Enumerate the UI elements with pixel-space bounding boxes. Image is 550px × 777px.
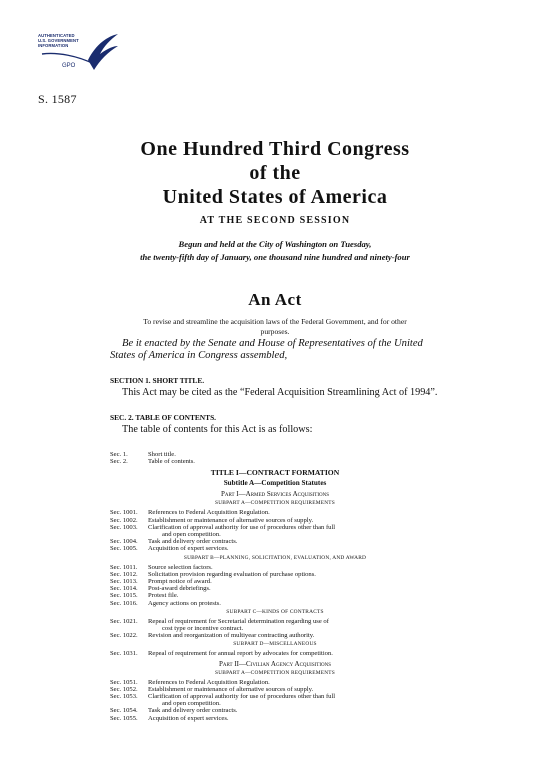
toc-row [110, 578, 440, 585]
session-heading: AT THE SECOND SESSION [199, 215, 351, 226]
toc-text: Prompt notice of award. [148, 578, 212, 586]
toc-sec: Sec. 1016. [110, 599, 138, 607]
toc-sec: Sec. 1053. [110, 693, 138, 701]
toc-text-line: Clarification of approval authority for use of procedures other than full [148, 693, 336, 701]
toc-row [110, 686, 440, 693]
toc-sec: Sec. 2. [110, 458, 128, 466]
toc-text-cont: and open competition. [162, 700, 221, 708]
toc-row [110, 693, 440, 707]
toc-subpart: SUBPART A—COMPETITION REQUIREMENTS [215, 500, 335, 507]
enacting-clause: Be it enacted by the Senate and House of Representatives of the United States of America in Congress assembled, [110, 338, 423, 361]
toc-sec: Sec. 1002. [110, 516, 138, 524]
toc-text-cont: cost type or incentive contract. [162, 625, 244, 633]
toc-text: Repeal of requirement for annual report by advocates for competition. [148, 650, 333, 658]
toc-text: References to Federal Acquisition Regulation. [148, 678, 270, 686]
toc-text: Establishment or maintenance of alternative sources of supply. [148, 516, 314, 524]
seal-gpo: GPO [62, 63, 76, 69]
toc-text: Task and delivery order contracts. [148, 538, 238, 546]
toc-sec: Sec. 1. [110, 451, 128, 458]
table-of-contents [110, 451, 440, 722]
begun-line-1: Begun and held at the City of Washington on Tuesday, [178, 239, 372, 249]
toc-row [110, 585, 440, 592]
toc-row [110, 545, 440, 552]
toc-sec: Sec. 1001. [110, 509, 138, 517]
seal-line: U.S. GOVERNMENT [38, 38, 79, 43]
toc-sec: Sec. 1004. [110, 538, 138, 546]
toc-text: Solicitation provision regarding evaluation of purchase options. [148, 570, 316, 578]
toc-row [110, 509, 440, 516]
toc-row [110, 650, 440, 657]
section-2-heading: SEC. 2. TABLE OF CONTENTS. [110, 413, 217, 422]
toc-text: Table of contents. [148, 458, 195, 466]
act-heading: An Act [248, 290, 302, 309]
toc-sec: Sec. 1005. [110, 545, 138, 553]
toc-text: Revision and reorganization of multiyear contracting authority. [148, 632, 315, 640]
toc-sec: Sec. 1051. [110, 678, 138, 686]
toc-subpart: SUBPART A—COMPETITION REQUIREMENTS [215, 669, 335, 676]
toc-text [148, 524, 440, 538]
toc-sec: Sec. 1003. [110, 523, 138, 531]
section-1-text: This Act may be cited as the “Federal Acquisition Streamlining Act of 1994”. [122, 387, 438, 398]
toc-row [110, 715, 440, 722]
seal-line: AUTHENTICATED [38, 33, 75, 38]
congress-line-3: United States of America [162, 186, 388, 208]
toc-sec: Sec. 1011. [110, 563, 138, 571]
act-purpose: To revise and streamline the acquisition laws of the Federal Government, and for other purposes. [143, 317, 407, 336]
toc-text: Acquisition of expert services. [148, 714, 229, 722]
toc-part: Part I—Armed Services Acquisitions [220, 490, 330, 499]
toc-sec: Sec. 1021. [110, 617, 138, 625]
toc-title: TITLE I—CONTRACT FORMATION [210, 468, 340, 478]
toc-text [148, 693, 440, 707]
toc-sec: Sec. 1055. [110, 714, 138, 722]
toc-text: Short title. [148, 451, 176, 458]
toc-text: References to Federal Acquisition Regulation. [148, 509, 270, 517]
section-1-heading: SECTION 1. SHORT TITLE. [110, 376, 205, 385]
toc-subpart: SUBPART B—PLANNING, SOLICITATION, EVALUATION, AND AWARD [183, 554, 367, 561]
toc-sec: Sec. 1013. [110, 578, 138, 586]
toc-subtitle: Subtitle A—Competition Statutes [223, 479, 327, 488]
toc-row [110, 707, 440, 714]
congress-line-2: of the [249, 162, 301, 184]
toc-text: Source selection factors. [148, 563, 213, 571]
toc-text: Acquisition of expert services. [148, 545, 229, 553]
begun-line-2: the twenty-fifth day of January, one thousand nine hundred and ninety-four [140, 252, 410, 262]
toc-text: Agency actions on protests. [148, 599, 221, 607]
seal-line: INFORMATION [38, 43, 69, 48]
toc-sec: Sec. 1012. [110, 570, 138, 578]
toc-sec: Sec. 1052. [110, 685, 138, 693]
toc-text: Task and delivery order contracts. [148, 707, 238, 715]
toc-text [148, 618, 440, 632]
section-2-text: The table of contents for this Act is as follows: [122, 424, 313, 435]
toc-text: Protest file. [148, 592, 179, 600]
toc-sec: Sec. 1031. [110, 650, 138, 658]
toc-text-cont: and open competition. [162, 531, 221, 539]
toc-text: Post-award debriefings. [148, 585, 211, 593]
toc-row [110, 632, 440, 639]
toc-row [110, 538, 440, 545]
toc-subpart: SUBPART C—KINDS OF CONTRACTS [226, 608, 324, 615]
toc-sec: Sec. 1054. [110, 707, 138, 715]
toc-part: Part II—Civilian Agency Acquisitions [218, 659, 331, 668]
begun-statement [0, 238, 550, 264]
toc-row [110, 618, 440, 632]
toc-row [110, 458, 440, 465]
toc-row [110, 517, 440, 524]
toc-row [110, 451, 440, 458]
toc-text: Establishment or maintenance of alternative sources of supply. [148, 685, 314, 693]
toc-sec: Sec. 1022. [110, 632, 138, 640]
seal-text [38, 33, 94, 48]
congress-line-1: One Hundred Third Congress [140, 138, 410, 160]
toc-row [110, 600, 440, 607]
toc-row [110, 564, 440, 571]
toc-row [110, 571, 440, 578]
toc-sec: Sec. 1015. [110, 592, 138, 600]
toc-sec: Sec. 1014. [110, 585, 138, 593]
toc-row [110, 524, 440, 538]
toc-subpart: SUBPART D—MISCELLANEOUS [233, 641, 317, 648]
toc-text-line: Repeal of requirement for Secretarial determination regarding use of [148, 617, 329, 625]
bill-number: S. 1587 [38, 92, 77, 106]
toc-row [110, 679, 440, 686]
toc-text-line: Clarification of approval authority for use of procedures other than full [148, 523, 336, 531]
toc-row [110, 592, 440, 599]
